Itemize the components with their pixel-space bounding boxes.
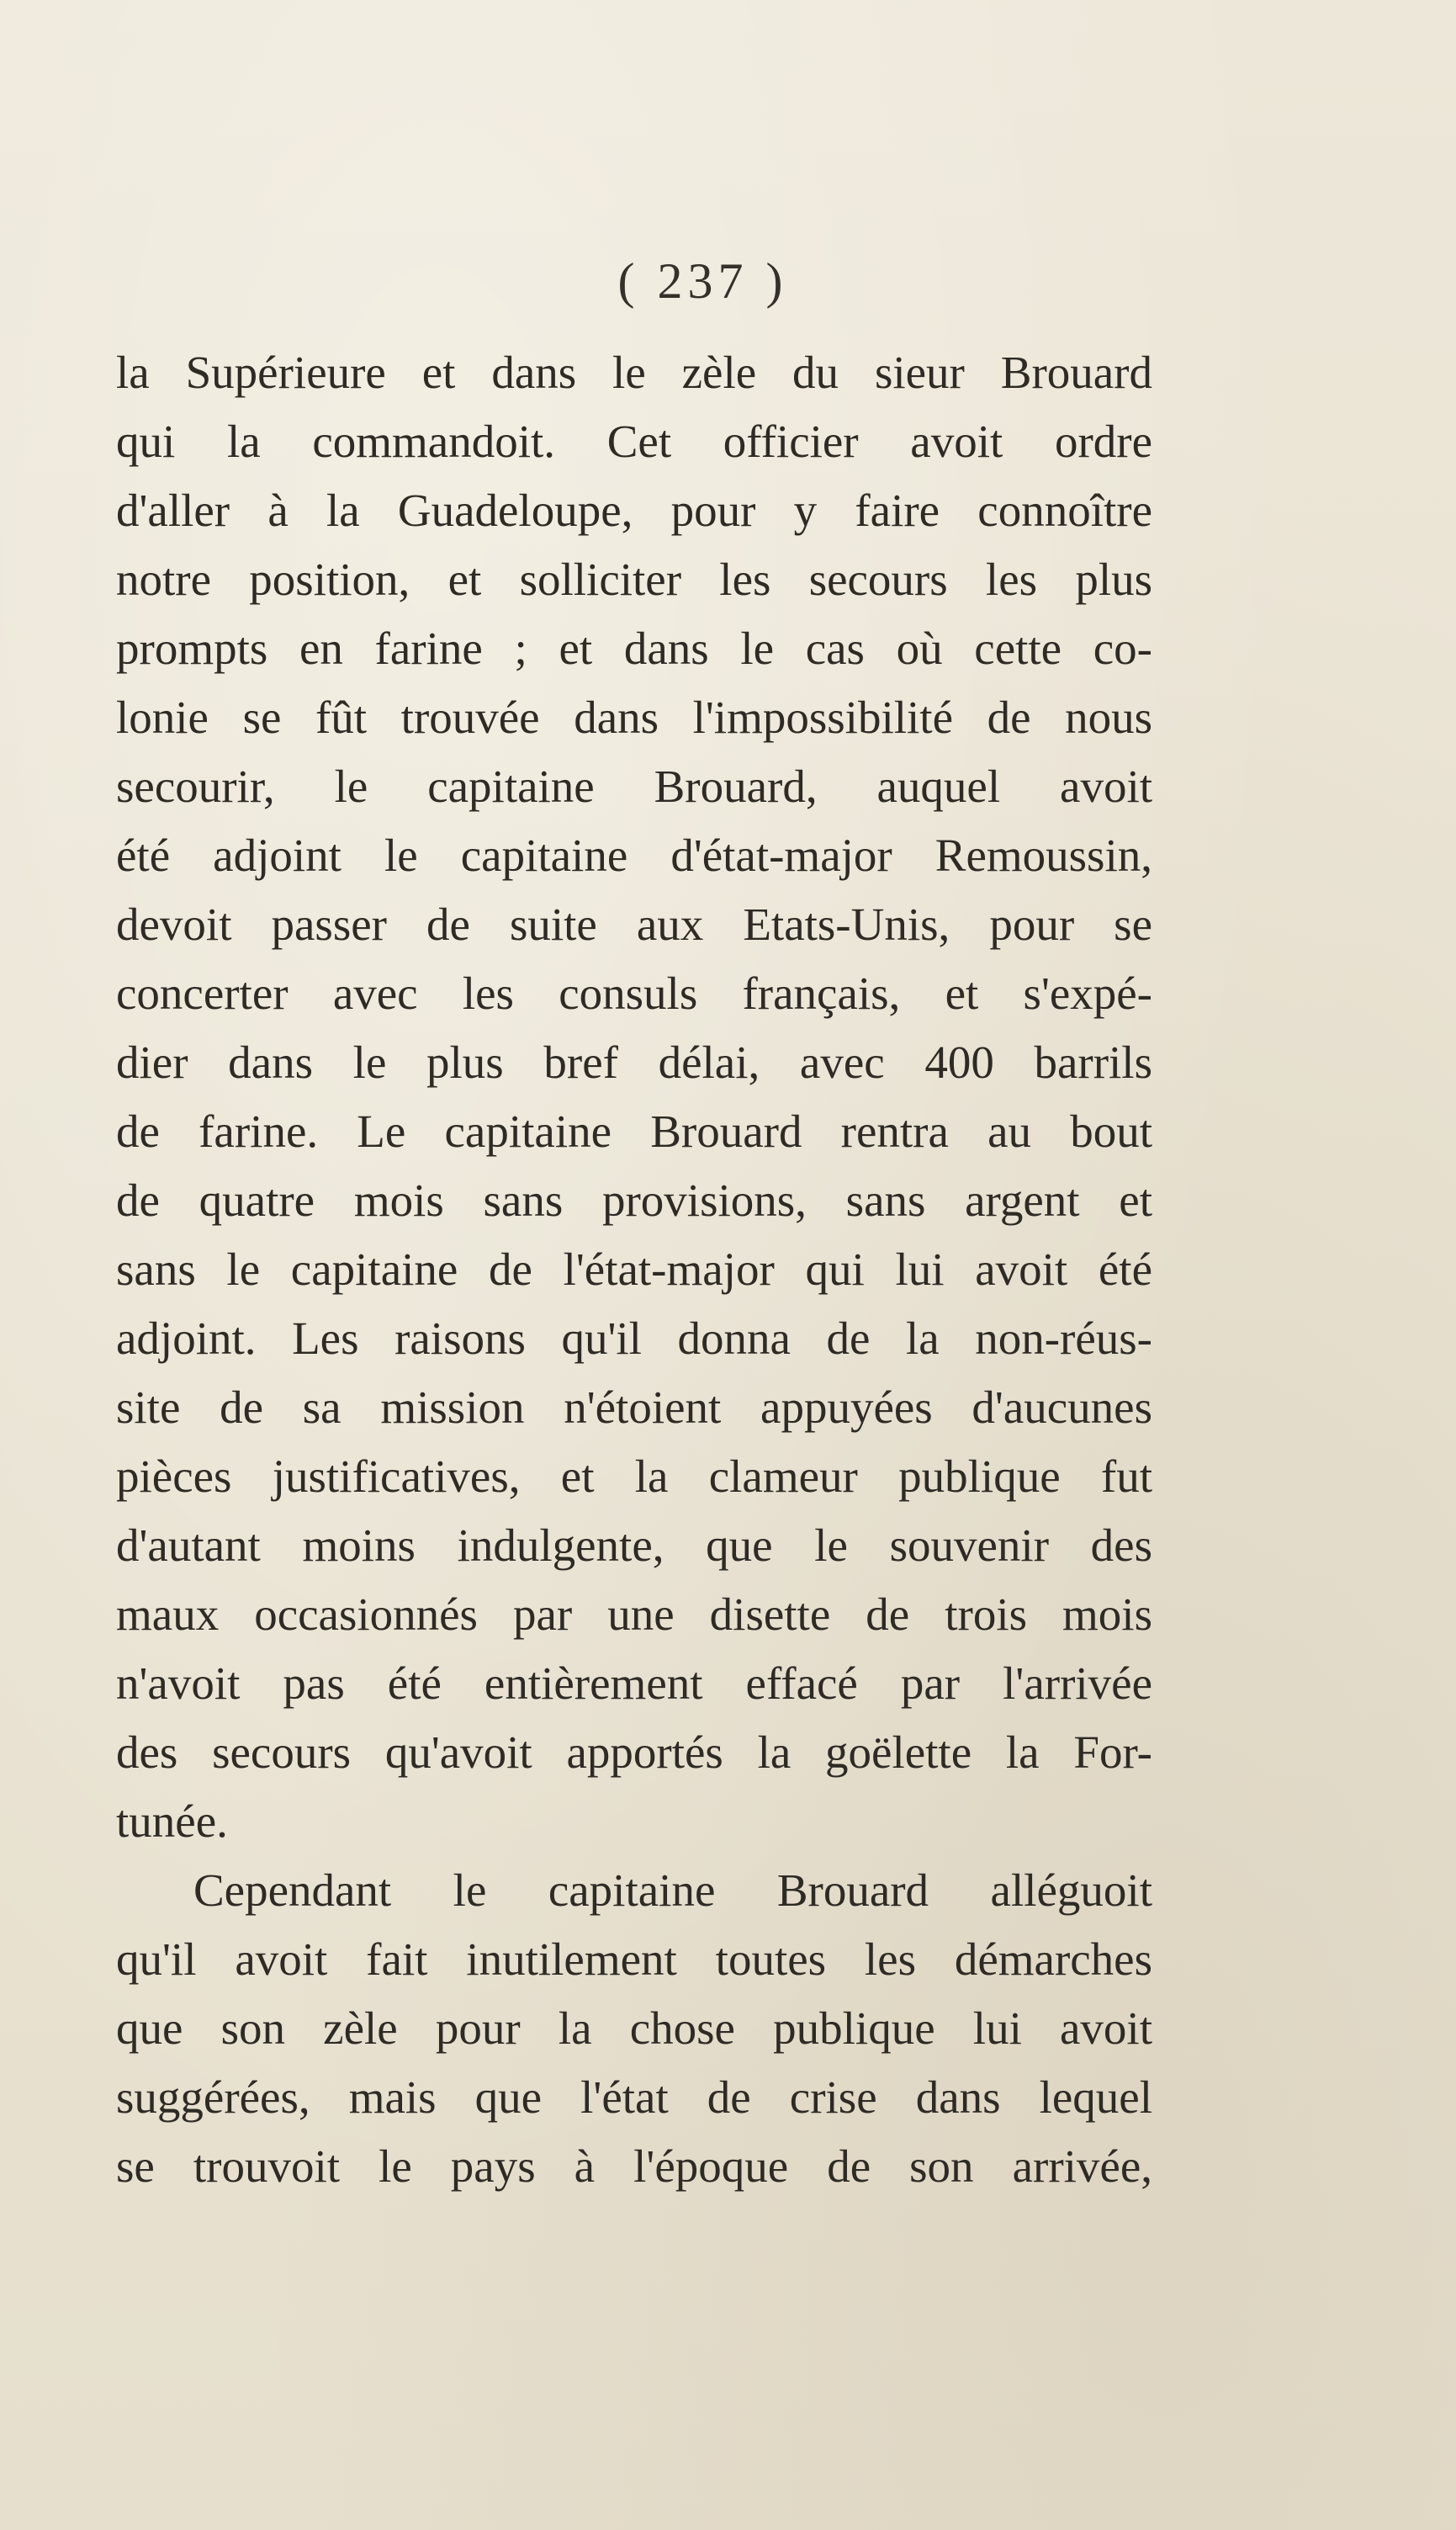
text-line: d'autant moins indulgente, que le souvenir des: [116, 1520, 1152, 1571]
text-line: sans le capitaine de l'état-major qui lui avoit été: [116, 1244, 1152, 1295]
text-line: secourir, le capitaine Brouard, auquel avoit: [116, 761, 1152, 812]
text-line: se trouvoit le pays à l'époque de son arrivée,: [116, 2140, 1152, 2192]
text-line: la Supérieure et dans le zèle du sieur Brouard: [116, 347, 1152, 398]
text-line: lonie se fût trouvée dans l'impossibilité de nous: [116, 692, 1152, 743]
text-line: été adjoint le capitaine d'état-major Remoussin,: [116, 830, 1152, 881]
body-text: [116, 338, 1152, 2201]
paragraph-start-line: Cependant le capitaine Brouard alléguoit: [193, 1864, 1152, 1916]
text-line: site de sa mission n'étoient appuyées d'aucunes: [116, 1382, 1152, 1433]
page-number: ( 237 ): [617, 253, 788, 309]
text-line: n'avoit pas été entièrement effacé par l'arrivée: [116, 1657, 1152, 1709]
text-line: prompts en farine ; et dans le cas où cette co-: [116, 623, 1152, 674]
text-line: de farine. Le capitaine Brouard rentra au bout: [116, 1106, 1152, 1157]
text-line: que son zèle pour la chose publique lui avoit: [116, 2002, 1152, 2054]
text-line: suggérées, mais que l'état de crise dans lequel: [116, 2071, 1152, 2123]
text-line: notre position, et solliciter les secours les plus: [116, 554, 1152, 605]
text-line: tunée.: [116, 1795, 228, 1847]
text-line: adjoint. Les raisons qu'il donna de la non-réus-: [116, 1313, 1152, 1364]
text-line: qui la commandoit. Cet officier avoit ordre: [116, 416, 1152, 467]
text-line: des secours qu'avoit apportés la goëlette la For-: [116, 1726, 1152, 1778]
text-line: qu'il avoit fait inutilement toutes les démarches: [116, 1933, 1152, 1985]
text-line: maux occasionnés par une disette de trois mois: [116, 1589, 1152, 1640]
text-line: dier dans le plus bref délai, avec 400 barrils: [116, 1037, 1152, 1088]
text-line: devoit passer de suite aux Etats-Unis, pour se: [116, 899, 1152, 950]
text-line: de quatre mois sans provisions, sans argent et: [116, 1175, 1152, 1226]
text-line: pièces justificatives, et la clameur publique fut: [116, 1451, 1152, 1502]
text-line: concerter avec les consuls français, et s'expé-: [116, 968, 1152, 1019]
text-line: d'aller à la Guadeloupe, pour y faire connoître: [116, 485, 1152, 536]
